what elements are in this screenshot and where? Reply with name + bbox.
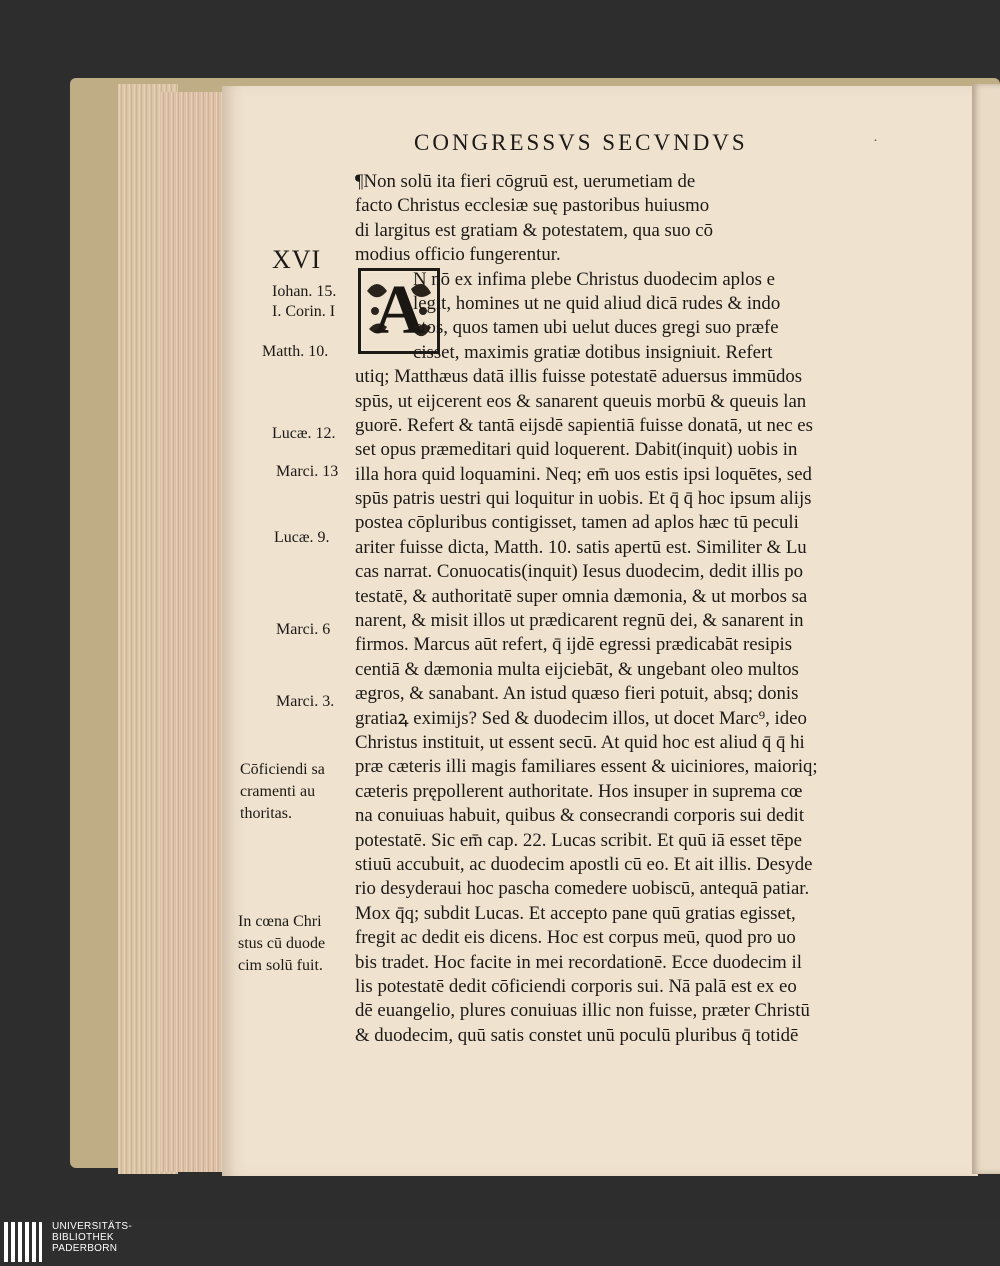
text-line: fregit ac dedit eis dicens. Hoc est corpus meū, quod pro uo bbox=[355, 927, 796, 949]
margin-note: Marci. 3. bbox=[276, 693, 335, 710]
margin-note: I. Corin. I bbox=[272, 303, 336, 320]
margin-note: Matth. 10. bbox=[262, 343, 329, 360]
margin-note: Lucæ. 9. bbox=[274, 529, 330, 546]
text-line: spūs patris uestri qui loquitur in uobis. Et q̄ q̄ hoc ipsum alijs bbox=[355, 488, 812, 510]
page-mark: ˙ bbox=[872, 138, 879, 154]
text-line: & duodecim, quū satis constet unū poculū pluribus q̄ totidē bbox=[355, 1024, 799, 1046]
text-line: bis tradet. Hoc facite in mei recordationē. Ecce duodecim il bbox=[355, 951, 802, 973]
text-line: centiā & dæmonia multa eijciebāt, & ungebant oleo multos bbox=[355, 658, 799, 680]
text-line: postea cōpluribus contigisset, tamen ad aplos hæc tū peculi bbox=[355, 512, 799, 534]
library-name-line3: PADERBORN bbox=[52, 1243, 118, 1254]
text-line: facto Christus ecclesiæ suę pastoribus huiusmo bbox=[355, 195, 710, 217]
running-head: CONGRESSVS SECVNDVS bbox=[414, 130, 748, 155]
text-line: na conuiuas habuit, quibus & consecrandi corporis sui dedit bbox=[355, 805, 805, 827]
text-line: narent, & misit illos ut prædicarent regnū dei, & sanarent in bbox=[355, 610, 804, 632]
text-line: guorē. Refert & tantā eijsdē sapientiā fuisse donatā, ut nec es bbox=[355, 414, 813, 436]
margin-note: Marci. 13 bbox=[276, 463, 339, 480]
text-line: ariter fuisse dicta, Matth. 10. satis apertū est. Similiter & Lu bbox=[355, 536, 807, 558]
margin-note: Iohan. 15. bbox=[272, 283, 337, 300]
text-line: gratiaꝝ eximijs? Sed & duodecim illos, ut docet Marc⁹, ideo bbox=[355, 707, 807, 729]
text-line: firmos. Marcus aūt refert, q̄ ijdē egressi prædicabāt resipis bbox=[355, 634, 793, 656]
text-line: di largitus est gratiam & potestatem, qua suo cō bbox=[355, 219, 713, 241]
text-line: set opus præmeditari quid loquerent. Dabit(inquit) uobis in bbox=[355, 439, 798, 461]
margin-note: Cōficiendi sa bbox=[240, 761, 325, 778]
margin-note: Lucæ. 12. bbox=[272, 425, 336, 442]
library-name-line1: UNIVERSITÄTS- bbox=[52, 1221, 133, 1232]
library-logo-icon bbox=[4, 1220, 44, 1264]
drop-cap-letter: A bbox=[373, 272, 425, 349]
text-line: Mox q̄q; subdit Lucas. Et accepto pane quū gratias egisset, bbox=[355, 902, 796, 924]
footer-bar bbox=[0, 1218, 1000, 1266]
text-line: stiuū accubuit, ac duodecim apostli cū eo. Et ait illis. Desyde bbox=[355, 853, 813, 875]
text-line: modius officio fungerentur. bbox=[355, 244, 561, 266]
text-line: rio desyderaui hoc pascha comedere uobiscū, antequā patiar. bbox=[355, 878, 810, 900]
text-line: dē euangelio, plures conuiuas illic non fuisse, præter Christū bbox=[355, 1000, 810, 1022]
text-line: illa hora quid loquamini. Neq; em̄ uos estis ipsi loquētes, sed bbox=[355, 463, 812, 485]
margin-note: Marci. 6 bbox=[276, 621, 331, 638]
text-line: lis potestatē dedit cōficiendi corporis sui. Nā palā est ex eo bbox=[355, 975, 797, 997]
text-line: Christus instituit, ut essent secū. At quid hoc est aliud q̄ q̄ hi bbox=[355, 731, 805, 753]
text-line: ægros, & sanabant. An istud quæso fieri potuit, absq; donis bbox=[355, 683, 799, 705]
margin-note: stus cū duode bbox=[238, 935, 326, 952]
text-line: legit, homines ut ne quid aliud dicā rudes & indo bbox=[413, 292, 781, 314]
library-name-line2: BIBLIOTHEK bbox=[52, 1232, 114, 1243]
text-line: utiq; Matthæus datā illis fuisse potestatē aduersus immūdos bbox=[355, 366, 803, 388]
body-text bbox=[355, 170, 895, 1048]
margin-note: cramenti au bbox=[240, 783, 316, 800]
text-line: testatē, & authoritatē super omnia dæmonia, & ut morbos sa bbox=[355, 585, 808, 607]
text-line: potestatē. Sic em̄ cap. 22. Lucas scribit. Et quū iā esset tēpe bbox=[355, 829, 802, 851]
text-line: ¶Non solū ita fieri cōgruū est, uerumetiam de bbox=[355, 171, 696, 192]
margin-note: XVI bbox=[272, 245, 322, 274]
facing-page-edge bbox=[972, 84, 1000, 1174]
text-line: præ cæteris illi magis familiares essent & uiciniores, maioriq; bbox=[355, 756, 818, 778]
text-line: cæteris prępollerent authoritate. Hos insuper in suprema cœ bbox=[355, 780, 803, 802]
text-line: cas narrat. Conuocatis(inquit) Iesus duodecim, dedit illis po bbox=[355, 561, 804, 583]
margin-note: In cœna Chri bbox=[238, 913, 322, 930]
page-edges-inner bbox=[160, 92, 230, 1172]
margin-note: cim solū fuit. bbox=[238, 957, 323, 974]
text-line: spūs, ut eijcerent eos & sanarent queuis morbū & queuis lan bbox=[355, 390, 807, 412]
text-line: N nō ex infima plebe Christus duodecim aplos e bbox=[413, 268, 775, 290]
library-name bbox=[52, 1221, 132, 1254]
margin-note: thoritas. bbox=[240, 805, 292, 822]
text-line: ctos, quos tamen ubi uelut duces gregi suo præfe bbox=[413, 317, 779, 339]
text-line: cisset, maximis gratiæ dotibus insigniuit. Refert bbox=[413, 341, 773, 363]
